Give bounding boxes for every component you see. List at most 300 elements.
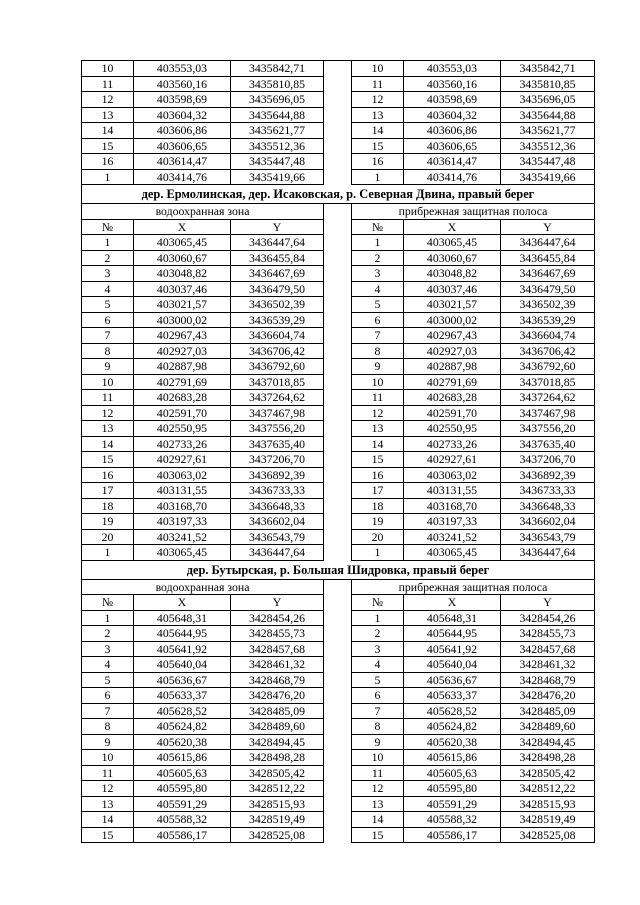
point-number: 13 [352,421,404,437]
x-coordinate: 405628,52 [134,704,231,720]
table-row [352,282,594,298]
x-coordinate: 405591,29 [404,797,501,813]
table-row [82,344,324,360]
table-row [82,483,324,499]
y-coordinate: 3437264,62 [501,390,594,406]
x-coordinate: 403614,47 [404,154,501,170]
table-row [82,251,324,267]
y-coordinate: 3436792,60 [231,359,324,375]
table-row [352,421,594,437]
table-row [352,437,594,453]
y-coordinate: 3435419,66 [501,170,594,186]
point-number: 9 [352,359,404,375]
y-coordinate: 3437467,98 [231,406,324,422]
y-coordinate: 3428457,68 [501,642,594,658]
y-coordinate: 3437264,62 [231,390,324,406]
x-coordinate: 403037,46 [134,282,231,298]
y-coordinate: 3435842,71 [501,61,594,77]
point-number: 15 [82,139,134,155]
y-coordinate: 3435419,66 [231,170,324,186]
table-row [352,781,594,797]
table-row [82,545,324,561]
point-number: 2 [82,626,134,642]
table-row [352,611,594,627]
y-coordinate: 3428519,49 [231,812,324,828]
x-coordinate: 403065,45 [134,545,231,561]
point-number: 12 [82,406,134,422]
point-number: 15 [352,139,404,155]
table-row [352,344,594,360]
y-coordinate: 3428455,73 [231,626,324,642]
x-coordinate: 405605,63 [404,766,501,782]
coastal-protective-strip-table [352,61,594,185]
table-row [82,750,324,766]
y-coordinate: 3428457,68 [231,642,324,658]
table-row [82,77,324,93]
y-header: Y [231,220,324,236]
coordinate-section [81,60,595,185]
y-coordinate: 3437635,40 [501,437,594,453]
x-coordinate: 403065,45 [404,545,501,561]
x-coordinate: 402683,28 [404,390,501,406]
x-coordinate: 403606,65 [134,139,231,155]
table-row [352,657,594,673]
x-coordinate: 405633,37 [404,688,501,704]
table-row [82,499,324,515]
point-number: 3 [352,642,404,658]
table-row [352,235,594,251]
table-row [352,750,594,766]
point-number: 1 [352,235,404,251]
y-header: Y [501,220,594,236]
x-coordinate: 403606,86 [404,123,501,139]
y-coordinate: 3428485,09 [501,704,594,720]
point-number: 6 [352,313,404,329]
y-coordinate: 3428461,32 [501,657,594,673]
table-row [352,77,594,93]
point-number: 20 [82,530,134,546]
point-number: 4 [82,282,134,298]
y-coordinate: 3428512,22 [501,781,594,797]
y-coordinate: 3436792,60 [501,359,594,375]
x-coordinate: 403063,02 [404,468,501,484]
x-coordinate: 403553,03 [134,61,231,77]
y-coordinate: 3428489,60 [231,719,324,735]
y-coordinate: 3428494,45 [231,735,324,751]
x-coordinate: 405605,63 [134,766,231,782]
x-coordinate: 405633,37 [134,688,231,704]
point-number: 7 [82,704,134,720]
y-header: Y [231,595,324,611]
table-row [82,170,324,186]
point-number: 1 [352,611,404,627]
y-coordinate: 3435512,36 [501,139,594,155]
y-coordinate: 3437206,70 [231,452,324,468]
point-number: 15 [352,828,404,844]
x-coordinate: 403604,32 [404,108,501,124]
water-protection-zone-table [82,580,324,844]
point-number: 5 [82,297,134,313]
x-coordinate: 405624,82 [134,719,231,735]
point-number: 15 [82,452,134,468]
point-number: 7 [82,328,134,344]
x-coordinate: 403560,16 [134,77,231,93]
y-coordinate: 3436447,64 [231,235,324,251]
y-coordinate: 3428476,20 [231,688,324,704]
table-row [82,282,324,298]
table-row [82,828,324,844]
y-coordinate: 3428494,45 [501,735,594,751]
x-coordinate: 403060,67 [404,251,501,267]
table-row [352,499,594,515]
x-coordinate: 403063,02 [134,468,231,484]
x-coordinate: 403060,67 [134,251,231,267]
y-coordinate: 3428505,42 [231,766,324,782]
point-number: 19 [82,514,134,530]
y-coordinate: 3428515,93 [231,797,324,813]
point-number: 2 [352,626,404,642]
x-coordinate: 405586,17 [134,828,231,844]
table-row [352,797,594,813]
point-number: 17 [82,483,134,499]
table-row [82,297,324,313]
table-row [352,154,594,170]
table-row [82,735,324,751]
x-coordinate: 405644,95 [404,626,501,642]
x-coordinate: 405640,04 [404,657,501,673]
y-coordinate: 3436602,04 [231,514,324,530]
x-coordinate: 405636,67 [404,673,501,689]
point-number: 10 [352,375,404,391]
point-number: 14 [352,123,404,139]
y-coordinate: 3435447,48 [231,154,324,170]
y-coordinate: 3428512,22 [231,781,324,797]
x-coordinate: 402887,98 [404,359,501,375]
point-number: 18 [352,499,404,515]
table-row [82,313,324,329]
point-number: 9 [352,735,404,751]
x-coordinate: 403168,70 [404,499,501,515]
x-coordinate: 403606,65 [404,139,501,155]
table-row [352,468,594,484]
y-coordinate: 3428468,79 [501,673,594,689]
table-header-row [82,595,324,611]
y-coordinate: 3435810,85 [231,77,324,93]
y-coordinate: 3428515,93 [501,797,594,813]
x-coordinate: 402791,69 [134,375,231,391]
y-coordinate: 3428454,26 [231,611,324,627]
point-number: 5 [352,297,404,313]
y-coordinate: 3436455,84 [501,251,594,267]
y-coordinate: 3435842,71 [231,61,324,77]
table-row [352,545,594,561]
table-row [82,421,324,437]
number-header: № [82,595,134,611]
y-coordinate: 3436648,33 [231,499,324,515]
y-coordinate: 3436543,79 [231,530,324,546]
table-header-row [352,595,594,611]
y-coordinate: 3436479,50 [231,282,324,298]
point-number: 10 [352,61,404,77]
x-coordinate: 403241,52 [134,530,231,546]
x-coordinate: 402927,61 [404,452,501,468]
x-coordinate: 402887,98 [134,359,231,375]
table-row [352,719,594,735]
table-row [352,313,594,329]
coordinate-section [81,185,595,561]
y-coordinate: 3437018,85 [231,375,324,391]
table-row [82,108,324,124]
y-coordinate: 3428525,08 [501,828,594,844]
y-coordinate: 3436733,33 [501,483,594,499]
x-coordinate: 402550,95 [404,421,501,437]
y-coordinate: 3428455,73 [501,626,594,642]
point-number: 13 [82,797,134,813]
table-row [352,406,594,422]
point-number: 20 [352,530,404,546]
y-coordinate: 3436543,79 [501,530,594,546]
point-number: 7 [352,704,404,720]
table-row [82,797,324,813]
coordinates-document [81,60,595,843]
table-row [352,673,594,689]
table-row [352,266,594,282]
table-row [82,452,324,468]
point-number: 13 [352,797,404,813]
point-number: 8 [82,344,134,360]
table-caption: водоохранная зона [82,204,324,220]
number-header: № [82,220,134,236]
point-number: 17 [352,483,404,499]
table-row [82,266,324,282]
point-number: 1 [352,170,404,186]
point-number: 11 [352,766,404,782]
y-coordinate: 3436479,50 [501,282,594,298]
table-row [82,468,324,484]
y-coordinate: 3436447,64 [231,545,324,561]
x-coordinate: 403048,82 [404,266,501,282]
point-number: 6 [82,688,134,704]
table-row [352,626,594,642]
x-coordinate: 402927,61 [134,452,231,468]
table-row [82,673,324,689]
table-row [82,359,324,375]
point-number: 11 [82,77,134,93]
point-number: 10 [82,61,134,77]
table-row [82,611,324,627]
y-coordinate: 3436706,42 [501,344,594,360]
column-gap [324,204,352,561]
table-row [352,688,594,704]
table-header-row [82,220,324,236]
x-coordinate: 405640,04 [134,657,231,673]
point-number: 16 [352,154,404,170]
point-number: 14 [352,437,404,453]
x-coordinate: 405588,32 [404,812,501,828]
table-row [82,626,324,642]
x-coordinate: 403606,86 [134,123,231,139]
y-coordinate: 3437467,98 [501,406,594,422]
water-protection-zone-table [82,61,324,185]
x-coordinate: 402733,26 [134,437,231,453]
y-coordinate: 3435621,77 [501,123,594,139]
x-coordinate: 403560,16 [404,77,501,93]
point-number: 11 [82,390,134,406]
y-coordinate: 3428485,09 [231,704,324,720]
y-coordinate: 3437018,85 [501,375,594,391]
table-row [352,642,594,658]
point-number: 12 [352,406,404,422]
x-coordinate: 405624,82 [404,719,501,735]
y-coordinate: 3428489,60 [501,719,594,735]
table-row [82,154,324,170]
table-row [82,781,324,797]
table-row [352,108,594,124]
y-coordinate: 3435512,36 [231,139,324,155]
y-coordinate: 3435696,05 [231,92,324,108]
point-number: 13 [352,108,404,124]
point-number: 12 [82,781,134,797]
table-row [82,92,324,108]
y-coordinate: 3435644,88 [501,108,594,124]
x-coordinate: 403000,02 [404,313,501,329]
point-number: 4 [82,657,134,673]
x-coordinate: 403021,57 [404,297,501,313]
x-coordinate: 402967,43 [404,328,501,344]
water-protection-zone-table [82,204,324,561]
point-number: 1 [82,235,134,251]
x-coordinate: 403604,32 [134,108,231,124]
x-coordinate: 405648,31 [404,611,501,627]
x-coordinate: 403037,46 [404,282,501,298]
y-coordinate: 3436467,69 [501,266,594,282]
x-coordinate: 405644,95 [134,626,231,642]
point-number: 1 [352,545,404,561]
x-coordinate: 405636,67 [134,673,231,689]
point-number: 10 [82,375,134,391]
x-coordinate: 405591,29 [134,797,231,813]
x-coordinate: 403197,33 [134,514,231,530]
table-row [82,123,324,139]
point-number: 8 [82,719,134,735]
y-coordinate: 3436892,39 [231,468,324,484]
x-coordinate: 405628,52 [404,704,501,720]
point-number: 12 [82,92,134,108]
y-coordinate: 3436539,29 [501,313,594,329]
point-number: 3 [352,266,404,282]
point-number: 1 [82,611,134,627]
y-coordinate: 3436706,42 [231,344,324,360]
table-row [82,61,324,77]
point-number: 14 [82,123,134,139]
y-coordinate: 3436733,33 [231,483,324,499]
table-row [352,766,594,782]
point-number: 16 [352,468,404,484]
x-coordinate: 403048,82 [134,266,231,282]
y-coordinate: 3436502,39 [501,297,594,313]
section-title: дер. Ермолинская, дер. Исаковская, р. Северная Двина, правый берег [82,185,594,204]
x-coordinate: 403414,76 [134,170,231,186]
y-coordinate: 3435621,77 [231,123,324,139]
point-number: 10 [352,750,404,766]
y-coordinate: 3436604,74 [231,328,324,344]
y-coordinate: 3437635,40 [231,437,324,453]
table-row [352,530,594,546]
point-number: 15 [82,828,134,844]
table-row [352,170,594,186]
y-coordinate: 3436447,64 [501,545,594,561]
coordinate-section [81,561,595,844]
section-title: дер. Бутырская, р. Большая Шидровка, правый берег [82,561,594,580]
x-coordinate: 403414,76 [404,170,501,186]
x-coordinate: 402733,26 [404,437,501,453]
y-coordinate: 3428461,32 [231,657,324,673]
column-gap [324,580,352,844]
point-number: 9 [82,735,134,751]
point-number: 8 [352,344,404,360]
point-number: 2 [352,251,404,267]
table-row [352,61,594,77]
x-coordinate: 403598,69 [134,92,231,108]
point-number: 15 [352,452,404,468]
y-coordinate: 3436455,84 [231,251,324,267]
table-row [82,719,324,735]
point-number: 14 [82,812,134,828]
number-header: № [352,220,404,236]
y-coordinate: 3435696,05 [501,92,594,108]
y-coordinate: 3436502,39 [231,297,324,313]
y-coordinate: 3437556,20 [231,421,324,437]
table-row [82,766,324,782]
x-coordinate: 403553,03 [404,61,501,77]
point-number: 1 [82,170,134,186]
y-coordinate: 3428498,28 [501,750,594,766]
table-caption: прибрежная защитная полоса [352,580,594,596]
table-row [352,297,594,313]
x-coordinate: 405641,92 [404,642,501,658]
y-coordinate: 3436604,74 [501,328,594,344]
point-number: 13 [82,421,134,437]
y-coordinate: 3437206,70 [501,452,594,468]
table-row [352,359,594,375]
table-row [82,437,324,453]
x-coordinate: 403241,52 [404,530,501,546]
y-coordinate: 3428454,26 [501,611,594,627]
point-number: 2 [82,251,134,267]
y-coordinate: 3435447,48 [501,154,594,170]
point-number: 12 [352,781,404,797]
point-number: 5 [352,673,404,689]
x-header: X [404,595,501,611]
point-number: 13 [82,108,134,124]
y-coordinate: 3435644,88 [231,108,324,124]
column-gap [324,61,352,185]
point-number: 6 [352,688,404,704]
table-row [352,123,594,139]
table-row [352,92,594,108]
point-number: 11 [352,390,404,406]
x-coordinate: 403000,02 [134,313,231,329]
y-coordinate: 3428519,49 [501,812,594,828]
x-coordinate: 405595,80 [134,781,231,797]
coastal-protective-strip-table [352,580,594,844]
table-row [352,328,594,344]
table-row [82,657,324,673]
x-coordinate: 405586,17 [404,828,501,844]
x-coordinate: 402791,69 [404,375,501,391]
point-number: 10 [82,750,134,766]
table-row [82,328,324,344]
